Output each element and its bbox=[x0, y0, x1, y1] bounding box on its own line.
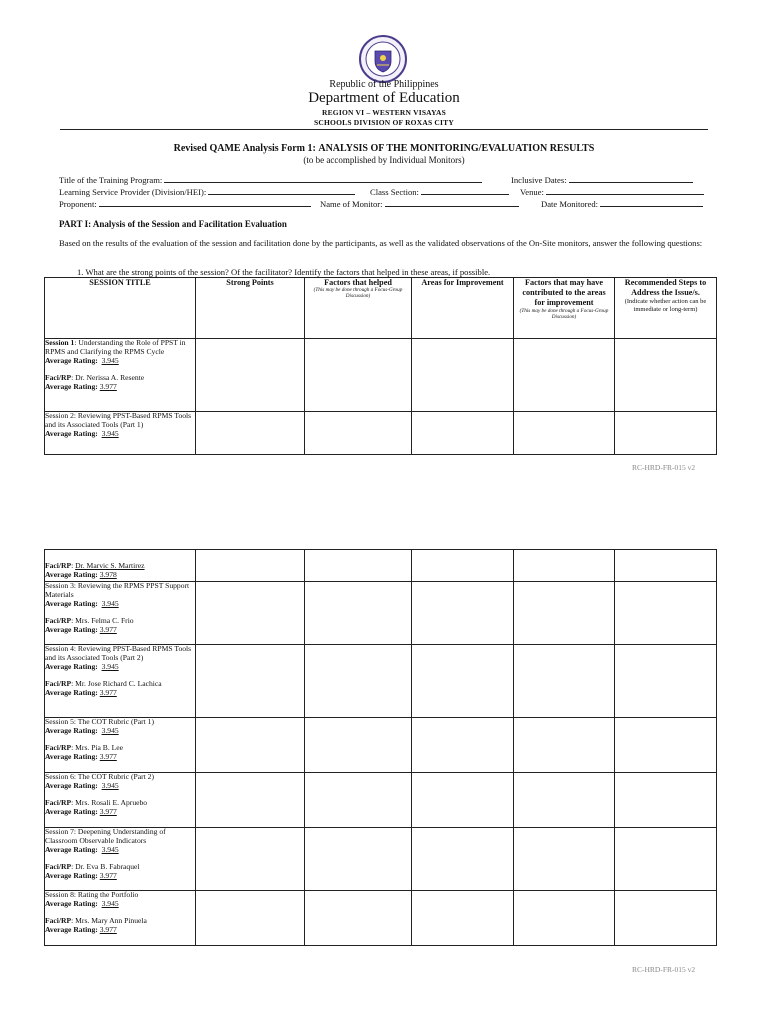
recommended-steps-cell[interactable] bbox=[615, 773, 717, 828]
department-name: Department of Education bbox=[308, 90, 460, 106]
factors-contributed-cell[interactable] bbox=[514, 773, 615, 828]
factors-helped-cell[interactable] bbox=[305, 645, 412, 718]
lsp-field[interactable] bbox=[59, 186, 355, 197]
evaluation-table-page1 bbox=[44, 277, 717, 455]
division-line: SCHOOLS DIVISION OF ROXAS CITY bbox=[314, 118, 454, 127]
venue-label: Venue: bbox=[520, 187, 544, 197]
title-program-line[interactable] bbox=[164, 174, 482, 183]
table-row bbox=[45, 718, 717, 773]
factors-helped-cell[interactable] bbox=[305, 582, 412, 645]
session-6-cell: Session 6: The COT Rubric (Part 2) Average Rating: 3.945 Faci/RP: Mrs. Rosali E. Apruebo Average Rating: 3.977 bbox=[45, 773, 196, 828]
factors-contributed-cell[interactable] bbox=[514, 828, 615, 891]
factors-contributed-cell[interactable] bbox=[514, 550, 615, 582]
strong-points-cell[interactable] bbox=[196, 828, 305, 891]
proponent-line[interactable] bbox=[99, 198, 311, 207]
form-subtitle: (to be accomplished by Individual Monitors) bbox=[303, 155, 465, 165]
recommended-steps-cell[interactable] bbox=[615, 412, 717, 455]
header-recommended-steps: Recommended Steps to Address the Issue/s. (Indicate whether action can be immediate or long-term) bbox=[615, 278, 717, 339]
name-monitor-field[interactable] bbox=[320, 198, 519, 209]
recommended-steps-cell[interactable] bbox=[615, 891, 717, 946]
factors-contributed-cell[interactable] bbox=[514, 412, 615, 455]
session-8-cell: Session 8: Rating the Portfolio Average Rating: 3.945 Faci/RP: Mrs. Mary Ann Pinuela Average Rating: 3.977 bbox=[45, 891, 196, 946]
factors-helped-cell[interactable] bbox=[305, 718, 412, 773]
recommended-steps-cell[interactable] bbox=[615, 828, 717, 891]
strong-points-cell[interactable] bbox=[196, 718, 305, 773]
region-line: REGION VI – WESTERN VISAYAS bbox=[321, 108, 447, 117]
part1-instructions: Based on the results of the evaluation of the session and facilitation done by the participants, as well as the validated observations of the On-Site monitors, answer the following questions: bbox=[59, 238, 703, 248]
session-7-cell: Session 7: Deepening Understanding of Classroom Observable Indicators Average Rating: 3.945 Faci/RP: Dr. Eva B. Fabraquel Average Rating: 3.977 bbox=[45, 828, 196, 891]
session-5-cell: Session 5: The COT Rubric (Part 1) Average Rating: 3.945 Faci/RP: Mrs. Pia B. Lee Average Rating: 3.977 bbox=[45, 718, 196, 773]
factors-contributed-cell[interactable] bbox=[514, 582, 615, 645]
proponent-label: Proponent: bbox=[59, 199, 97, 209]
table-row bbox=[45, 645, 717, 718]
session-2-faci-cell: Faci/RP: Dr. Marvic S. Martirez Average Rating: 3.978 bbox=[45, 550, 196, 582]
recommended-steps-cell[interactable] bbox=[615, 718, 717, 773]
recommended-steps-cell[interactable] bbox=[615, 550, 717, 582]
areas-improvement-cell[interactable] bbox=[412, 550, 514, 582]
areas-improvement-cell[interactable] bbox=[412, 645, 514, 718]
factors-helped-cell[interactable] bbox=[305, 339, 412, 412]
header-divider bbox=[60, 129, 708, 130]
table-row bbox=[45, 582, 717, 645]
header-areas-improvement: Areas for Improvement bbox=[412, 278, 514, 339]
factors-helped-cell[interactable] bbox=[305, 550, 412, 582]
footer-code-page2: RC-HRD-FR-015 v2 bbox=[632, 965, 696, 974]
factors-helped-cell[interactable] bbox=[305, 828, 412, 891]
date-monitored-label: Date Monitored: bbox=[541, 199, 599, 209]
table-row bbox=[45, 891, 717, 946]
recommended-steps-cell[interactable] bbox=[615, 582, 717, 645]
republic-line: Republic of the Philippines bbox=[329, 79, 439, 90]
lsp-line[interactable] bbox=[208, 186, 355, 195]
strong-points-cell[interactable] bbox=[196, 550, 305, 582]
name-monitor-label: Name of Monitor: bbox=[320, 199, 383, 209]
name-monitor-line[interactable] bbox=[385, 198, 519, 207]
header-session-title: SESSION TITLE bbox=[45, 278, 196, 339]
table-row bbox=[45, 412, 717, 455]
strong-points-cell[interactable] bbox=[196, 412, 305, 455]
deped-seal-logo bbox=[358, 34, 408, 84]
recommended-steps-cell[interactable] bbox=[615, 339, 717, 412]
strong-points-cell[interactable] bbox=[196, 339, 305, 412]
strong-points-cell[interactable] bbox=[196, 773, 305, 828]
table-row bbox=[45, 828, 717, 891]
strong-points-cell[interactable] bbox=[196, 645, 305, 718]
header-strong-points: Strong Points bbox=[196, 278, 305, 339]
title-program-field[interactable] bbox=[59, 174, 482, 185]
footer-code-page1: RC-HRD-FR-015 v2 bbox=[632, 463, 696, 472]
inclusive-dates-line[interactable] bbox=[569, 174, 693, 183]
inclusive-dates-field[interactable] bbox=[511, 174, 693, 185]
lsp-label: Learning Service Provider (Division/HEI): bbox=[59, 187, 207, 197]
class-section-field[interactable] bbox=[370, 186, 509, 197]
areas-improvement-cell[interactable] bbox=[412, 773, 514, 828]
session-2-cell: Session 2: Reviewing PPST-Based RPMS Tools and its Associated Tools (Part 1) Average Rating: 3.945 bbox=[45, 412, 196, 455]
venue-line[interactable] bbox=[546, 186, 704, 195]
header-factors-helped: Factors that helped (This may be done through a Focus-Group Discussion) bbox=[305, 278, 412, 339]
factors-helped-cell[interactable] bbox=[305, 773, 412, 828]
question-1: 1. What are the strong points of the session? Of the facilitator? Identify the factors that helped in these areas, if possible. bbox=[77, 267, 491, 277]
form-title bbox=[0, 143, 768, 154]
proponent-field[interactable] bbox=[59, 198, 311, 209]
session-4-cell: Session 4: Reviewing PPST-Based RPMS Tools and its Associated Tools (Part 2) Average Rating: 3.945 Faci/RP: Mr. Jose Richard C. Lachica Average Rating: 3.977 bbox=[45, 645, 196, 718]
inclusive-dates-label: Inclusive Dates: bbox=[511, 175, 567, 185]
areas-improvement-cell[interactable] bbox=[412, 339, 514, 412]
venue-field[interactable] bbox=[520, 186, 704, 197]
factors-contributed-cell[interactable] bbox=[514, 339, 615, 412]
factors-helped-cell[interactable] bbox=[305, 412, 412, 455]
strong-points-cell[interactable] bbox=[196, 891, 305, 946]
date-monitored-field[interactable] bbox=[541, 198, 703, 209]
class-section-line[interactable] bbox=[421, 186, 509, 195]
factors-helped-cell[interactable] bbox=[305, 891, 412, 946]
title-program-label: Title of the Training Program: bbox=[59, 175, 163, 185]
form-title-main: ANALYSIS OF THE MONITORING/EVALUATION RESULTS bbox=[318, 143, 595, 154]
evaluation-table-page2 bbox=[44, 549, 717, 946]
header-factors-contributed: Factors that may have contributed to the areas for improvement (This may be done through a Focus-Group Discussion) bbox=[514, 278, 615, 339]
areas-improvement-cell[interactable] bbox=[412, 582, 514, 645]
part1-heading: PART I: Analysis of the Session and Facilitation Evaluation bbox=[59, 219, 287, 229]
areas-improvement-cell[interactable] bbox=[412, 891, 514, 946]
strong-points-cell[interactable] bbox=[196, 582, 305, 645]
session-3-cell: Session 3: Reviewing the RPMS PPST Support Materials Average Rating: 3.945 Faci/RP: Mrs. Felma C. Frio Average Rating: 3.977 bbox=[45, 582, 196, 645]
factors-contributed-cell[interactable] bbox=[514, 891, 615, 946]
recommended-steps-cell[interactable] bbox=[615, 645, 717, 718]
table-row bbox=[45, 773, 717, 828]
session-1-cell: Session 1: Understanding the Role of PPST in RPMS and Clarifying the RPMS Cycle Average Rating: 3.945 Faci/RP: Dr. Nerissa A. Resente Average Rating: 3.977 bbox=[45, 339, 196, 412]
date-monitored-line[interactable] bbox=[600, 198, 703, 207]
class-section-label: Class Section: bbox=[370, 187, 419, 197]
factors-contributed-cell[interactable] bbox=[514, 718, 615, 773]
areas-improvement-cell[interactable] bbox=[412, 828, 514, 891]
areas-improvement-cell[interactable] bbox=[412, 412, 514, 455]
table-header-row bbox=[45, 278, 717, 339]
factors-contributed-cell[interactable] bbox=[514, 645, 615, 718]
table-row bbox=[45, 550, 717, 582]
table-row bbox=[45, 339, 717, 412]
areas-improvement-cell[interactable] bbox=[412, 718, 514, 773]
form-title-prefix: Revised QAME Analysis Form 1: bbox=[173, 143, 316, 154]
